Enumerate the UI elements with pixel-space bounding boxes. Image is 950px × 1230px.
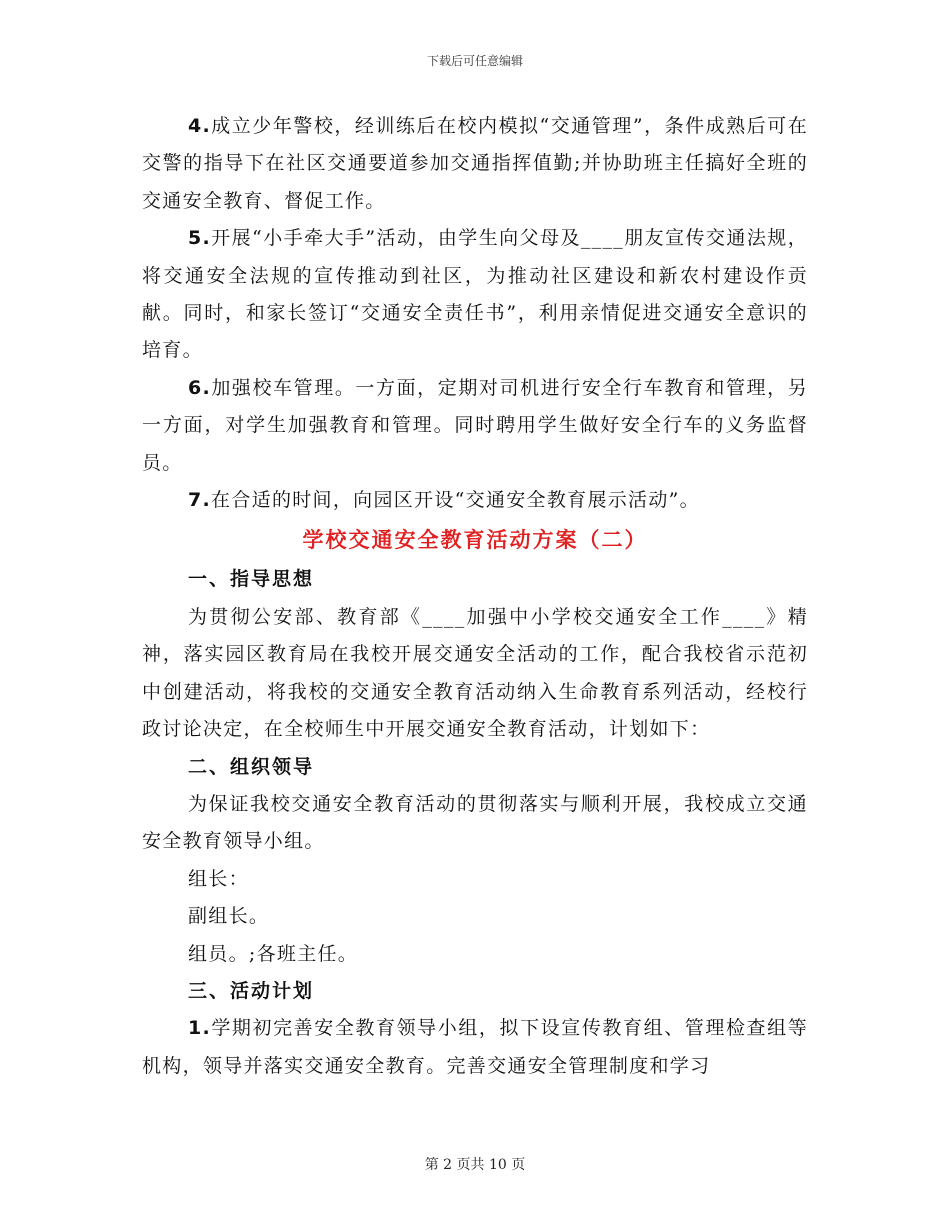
list-item-7 xyxy=(142,482,808,519)
line-leader: 组长： xyxy=(188,867,249,890)
item-text: 开展“小手牵大手”活动，由学生向父母及____朋友宣传交通法规，将交通安全法规的宣传推动到社区，为推动社区建设和新农村建设作贡献。同时，和家长签订“交通安全责任书”，利用亲情促进交通安全意识的培育。 xyxy=(142,227,808,362)
page-header: 下载后可任意编辑 xyxy=(426,54,523,68)
item-number: 5. xyxy=(188,227,212,250)
line-members: 组员。;各班主任。 xyxy=(188,942,359,965)
list-item-plan-1 xyxy=(142,1010,808,1085)
paragraph-organization: 为保证我校交通安全教育活动的贯彻落实与顺利开展，我校成立交通安全教育领导小组。 xyxy=(142,792,808,853)
item-number: 6. xyxy=(188,376,212,399)
item-number: 1. xyxy=(188,1017,212,1040)
item-text: 成立少年警校，经训练后在校内模拟“交通管理”，条件成熟后可在交警的指导下在社区交通要道参加交通指挥值勤;并协助班主任搞好全班的交通安全教育、督促工作。 xyxy=(142,115,808,212)
line-vice-leader: 副组长。 xyxy=(188,905,270,928)
item-text: 在合适的时间，向园区开设“交通安全教育展示活动”。 xyxy=(211,489,700,512)
heading-guiding-thought: 一、指导思想 xyxy=(188,568,315,591)
section-title: 学校交通安全教育活动方案（二） xyxy=(302,528,648,553)
item-text: 加强校车管理。一方面，定期对司机进行安全行车教育和管理，另一方面，对学生加强教育和管理。同时聘用学生做好安全行车的义务监督员。 xyxy=(142,376,808,474)
heading-organization: 二、组织领导 xyxy=(188,755,315,778)
item-text: 学期初完善安全教育领导小组，拟下设宣传教育组、管理检查组等机构，领导并落实交通安全教育。完善交通安全管理制度和学习 xyxy=(142,1017,808,1077)
heading-activity-plan: 三、活动计划 xyxy=(188,979,315,1002)
item-number: 7. xyxy=(188,489,212,512)
list-item-4 xyxy=(142,108,808,220)
page-footer: 第 2 页共 10 页 xyxy=(424,1157,526,1173)
paragraph-guiding-thought: 为贯彻公安部、教育部《____加强中小学校交通安全工作____》精神，落实园区教育局在我校开展交通安全活动的工作，配合我校省示范初中创建活动，将我校的交通安全教育活动纳入生命教育系列活动，经校行政讨论决定，在全校师生中开展交通安全教育活动，计划如下： xyxy=(142,605,808,741)
document-body xyxy=(142,108,808,1085)
item-number: 4. xyxy=(188,115,212,137)
list-item-6 xyxy=(142,370,808,482)
list-item-5 xyxy=(142,220,808,370)
